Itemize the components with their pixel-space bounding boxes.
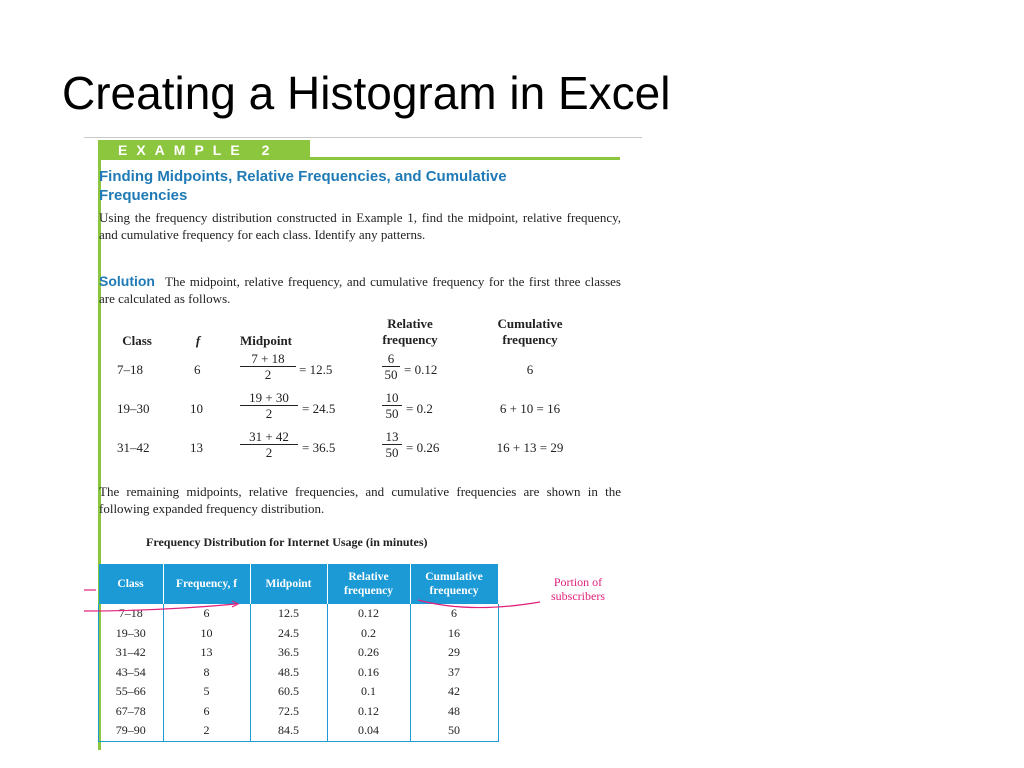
fraction-numerator: 31 + 42 (240, 429, 298, 445)
header-frequency: Frequency, f (163, 564, 250, 604)
calc-cumulative: 6 + 10 = 16 (499, 401, 561, 416)
fraction-numerator: 10 (382, 390, 402, 406)
fraction-denominator: 50 (385, 445, 399, 460)
cell-frequency: 8 (163, 663, 250, 683)
cell-midpoint: 72.5 (250, 702, 327, 722)
cell-midpoint: 60.5 (250, 682, 327, 702)
cell-class: 43–54 (99, 663, 164, 683)
calc-f: 13 (190, 440, 203, 455)
remaining-paragraph: The remaining midpoints, relative frequencies, and cumulative frequencies are shown in the following expanded frequency distribution. (99, 484, 621, 516)
cell-cumulative: 37 (410, 663, 498, 683)
cell-cumulative: 50 (410, 721, 498, 741)
cell-cumulative: 6 (410, 604, 498, 624)
cell-frequency: 13 (163, 643, 250, 663)
relative-result: = 0.12 (404, 362, 438, 377)
calc-header-relative: Relative frequency (382, 316, 438, 347)
example-heading: Finding Midpoints, Relative Frequencies, and Cumulative Frequencies (99, 168, 507, 204)
calc-class: 19–30 (117, 401, 150, 416)
pink-connector-right (418, 600, 540, 608)
header-cumulative: Cumulative frequency (410, 564, 498, 604)
calc-header-class: Class (122, 333, 152, 348)
solution-label: Solution (99, 273, 155, 289)
cell-relative: 0.16 (327, 663, 410, 683)
fraction-denominator: 50 (385, 406, 399, 421)
cell-relative: 0.12 (327, 702, 410, 722)
header-midpoint: Midpoint (250, 564, 327, 604)
cell-midpoint: 12.5 (250, 604, 327, 624)
fraction-numerator: 7 + 18 (240, 351, 296, 367)
annotation-portion-of-subscribers: Portion of subscribers (551, 575, 605, 603)
cell-midpoint: 84.5 (250, 721, 327, 741)
fraction-denominator: 2 (265, 445, 273, 460)
calc-header-cumulative: Cumulative frequency (497, 316, 563, 347)
relative-result: = 0.2 (406, 401, 433, 416)
cell-relative: 0.12 (327, 604, 410, 624)
calc-header-f: f (195, 333, 201, 348)
calc-cumulative: 16 + 13 = 29 (496, 440, 564, 455)
calc-f: 10 (190, 401, 203, 416)
cell-relative: 0.1 (327, 682, 410, 702)
cell-frequency: 6 (163, 604, 250, 624)
midpoint-result: = 24.5 (302, 401, 336, 416)
fraction-denominator: 2 (264, 367, 272, 382)
fraction-numerator: 19 + 30 (240, 390, 298, 406)
calc-class: 7–18 (117, 362, 143, 377)
fraction-denominator: 2 (265, 406, 273, 421)
example-tag: EXAMPLE 2 (98, 140, 310, 160)
calc-f: 6 (194, 362, 201, 377)
cell-relative: 0.2 (327, 624, 410, 644)
cell-frequency: 5 (163, 682, 250, 702)
cell-relative: 0.04 (327, 721, 410, 741)
cell-frequency: 2 (163, 721, 250, 741)
fraction-numerator: 13 (382, 429, 402, 445)
solution-text: The midpoint, relative frequency, and cumulative frequency for the first three classes are calculated as follows. (99, 274, 621, 306)
header-class: Class (99, 564, 164, 604)
cell-class: 7–18 (99, 604, 164, 624)
midpoint-result: = 12.5 (299, 362, 333, 377)
cell-frequency: 10 (163, 624, 250, 644)
example-prompt: Using the frequency distribution constructed in Example 1, find the midpoint, relative frequency, and cumulative frequency for each class. Identify any patterns. (99, 210, 621, 242)
fraction-numerator: 6 (382, 351, 400, 367)
calc-cumulative: 6 (526, 362, 534, 377)
cell-class: 31–42 (99, 643, 164, 663)
cell-class: 67–78 (99, 702, 164, 722)
cell-class: 79–90 (99, 721, 164, 741)
cell-midpoint: 48.5 (250, 663, 327, 683)
calc-header-midpoint: Midpoint (240, 333, 293, 348)
header-relative: Relative frequency (327, 564, 410, 604)
table-title: Frequency Distribution for Internet Usage (in minutes) (146, 535, 428, 549)
cell-cumulative: 16 (410, 624, 498, 644)
cell-midpoint: 36.5 (250, 643, 327, 663)
cell-class: 19–30 (99, 624, 164, 644)
cell-cumulative: 29 (410, 643, 498, 663)
cell-frequency: 6 (163, 702, 250, 722)
relative-result: = 0.26 (406, 440, 440, 455)
pink-underline-left (84, 604, 236, 611)
midpoint-result: = 36.5 (302, 440, 336, 455)
slide-title: Creating a Histogram in Excel (62, 67, 671, 119)
cell-cumulative: 48 (410, 702, 498, 722)
cell-class: 55–66 (99, 682, 164, 702)
cell-midpoint: 24.5 (250, 624, 327, 644)
cell-relative: 0.26 (327, 643, 410, 663)
fraction-denominator: 50 (384, 367, 398, 382)
calc-class: 31–42 (117, 440, 150, 455)
cell-cumulative: 42 (410, 682, 498, 702)
